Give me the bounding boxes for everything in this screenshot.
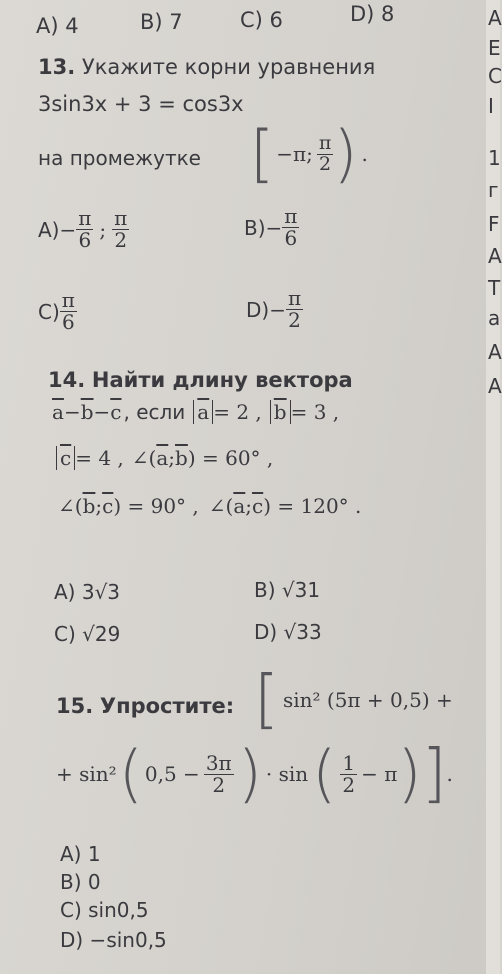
vector-line-1: $\overline{a}$ − $\overline{b}$ − $\overline{c}$ , если $\overline{a}$ = 2 , $\overline{b}$ = 3 ,: [52, 400, 340, 424]
interval-label: на промежутке: [38, 146, 201, 170]
answer-d: D) − $\frac{\pi}{2}$: [246, 286, 302, 332]
vector-line-2: $\overline{c}$ = 4 , ∠( $\overline{a}$ ; $\overline{b}$ ) = 60° ,: [56, 446, 273, 470]
adjacent-column-fragment: A E C I 1 г F A T a A A: [486, 0, 500, 974]
answer-a: A) − $\frac{\pi}{6}$ ; $\frac{\pi}{2}$: [38, 206, 128, 252]
answer-b: B) √31: [254, 578, 321, 602]
answer-b: B) − $\frac{\pi}{6}$: [244, 204, 298, 250]
answer-c: C) √29: [54, 622, 121, 646]
answer-a: A) 3√3: [54, 580, 121, 604]
answer-c: C) sin0,5: [60, 898, 149, 922]
question-15-title: 15. Упростите:: [56, 694, 235, 718]
answer-option: B) 7: [140, 10, 183, 34]
answer-option: C) 6: [240, 8, 283, 32]
answer-b: B) 0: [60, 870, 101, 894]
answer-a: A) 1: [60, 842, 101, 866]
vector-line-3: ∠( $\overline{b}$ ; $\overline{c}$ ) = 90° , ∠( $\overline{a}$ ; $\overline{c}$ ) = 120° .: [58, 494, 362, 518]
question-text: Укажите корни уравнения: [81, 55, 376, 79]
answer-d: D) −sin0,5: [60, 928, 167, 952]
question-14-title: 14. Найти длину вектора: [48, 368, 353, 392]
interval: [ −π; $\frac{\pi}{2}$ ) .: [250, 117, 368, 190]
question-13-title: [38, 55, 375, 79]
expression-line-2: + sin² ( 0,5 − $\frac{3\pi}{2}$ ) · sin ( $\frac{1}{2}$ − π ) ] .: [56, 737, 453, 811]
answer-d: D) √33: [254, 620, 322, 644]
answer-option: D) 8: [350, 2, 395, 26]
answer-c: C) $\frac{\pi}{6}$: [38, 288, 75, 334]
equation: 3sin3x + 3 = cos3x: [38, 92, 244, 116]
question-number: 13.: [38, 55, 76, 79]
answer-option: A) 4: [36, 14, 79, 38]
expression-line-1: [ sin² (5π + 0,5) +: [254, 663, 453, 737]
